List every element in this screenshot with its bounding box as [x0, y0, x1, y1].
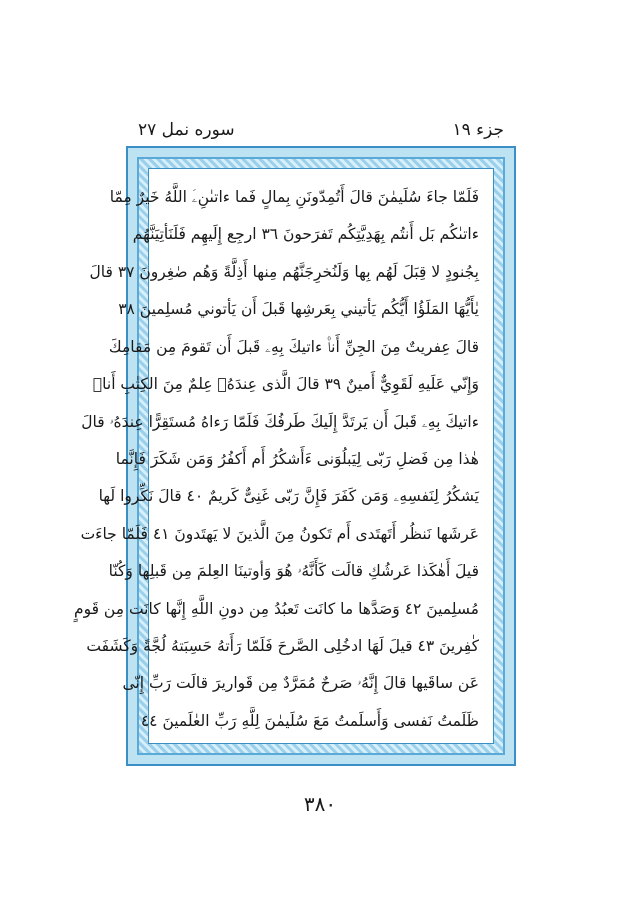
- text-line: فَلَمّا جاءَ سُلَيمٰنَ قالَ أَتُمِدّونَنِ بِمالٍ فَما ءاتىٰنِۦَ اللَّهُ خَيرٌ مِمّا: [109, 188, 479, 206]
- quran-text-area: [73, 168, 494, 744]
- text-line: قيلَ أَهٰكَذا عَرشُكِ قالَت كَأَنَّهُۥ هُوَ وَأوتينَا العِلمَ مِن قَبلِها وَكُنّا: [108, 562, 479, 581]
- text-line: عَرشَها نَنظُر أَتَهتَدى أَم تَكونُ مِنَ الَّذينَ لا يَهتَدونَ ٤١ فَلَمّا جاءَت: [80, 524, 479, 543]
- text-line: يٰأَيُّهَا المَلَؤُا أَيُّكُم يَأتيني بِعَرشِها قَبلَ أَن يَأتوني مُسلِمينَ ٣٨: [118, 300, 479, 319]
- frame-border-pattern: [73, 157, 505, 755]
- ornamental-frame: [73, 146, 516, 766]
- text-line: يَشكُرُ لِنَفسِهِۦ وَمَن كَفَرَ فَإِنَّ رَبّى غَنِىٌّ كَريمٌ ٤٠ قالَ نَكِّروا لَها: [98, 487, 479, 506]
- text-line: ءاتىٰكُم بَل أَنتُم بِهَدِيَّتِكُم تَفرَحونَ ٣٦ ارجِع إِلَيهِم فَلَنَأتِيَنَّهُم: [132, 225, 479, 244]
- text-line: ظَلَمتُ نَفسى وَأَسلَمتُ مَعَ سُلَيمٰنَ لِلَّهِ رَبِّ العٰلَمينَ ٤٤: [140, 711, 479, 730]
- text-line: كٰفِرينَ ٤٣ قيلَ لَهَا ادخُلِى الصَّرحَ فَلَمّا رَأَتهُ حَسِبَتهُ لُجَّةً وَكَشَفَت: [86, 637, 479, 656]
- page-header: [138, 118, 504, 142]
- text-line: بِجُنودٍ لا قِبَلَ لَهُم بِها وَلَنُخرِجَنَّهُم مِنها أَذِلَّةً وَهُم صٰغِرونَ ٣٧ قالَ: [89, 262, 479, 281]
- page-number: ٣٨٠: [303, 792, 337, 816]
- surah-label: سوره نمل ٢٧: [138, 120, 235, 140]
- text-line: قالَ عِفريتٌ مِنَ الجِنِّ أَنا۠ ءاتيكَ بِهِۦ قَبلَ أَن تَقومَ مِن مَقامِكَ: [108, 337, 479, 356]
- text-line: هٰذا مِن فَضلِ رَبّى لِيَبلُوَنى ءَأَشكُرُ أَم أَكفُرُ وَمَن شَكَرَ فَإِنَّما: [115, 449, 479, 468]
- text-line: وَإِنّي عَلَيهِ لَقَوِيٌّ أَمينٌ ٣٩ قالَ الَّذى عِندَهُۥ عِلمٌ مِنَ الكِتٰبِ أَنا۠: [92, 375, 479, 394]
- text-line: مُسلِمينَ ٤٢ وَصَدَّها ما كانَت تَعبُدُ مِن دونِ اللَّهِ إِنَّها كانَت مِن قَومٍ: [73, 599, 479, 618]
- text-line: ءاتيكَ بِهِۦ قَبلَ أَن يَرتَدَّ إِلَيكَ طَرفُكَ فَلَمّا رَءاهُ مُستَقِرًّا عِندَهُۥ قالَ: [81, 412, 479, 431]
- juz-label: جزء ١٩: [452, 120, 504, 140]
- text-line: عَن ساقَيها قالَ إِنَّهُۥ صَرحٌ مُمَرَّدٌ مِن قَواريرَ قالَت رَبِّ إِنّى: [122, 674, 479, 693]
